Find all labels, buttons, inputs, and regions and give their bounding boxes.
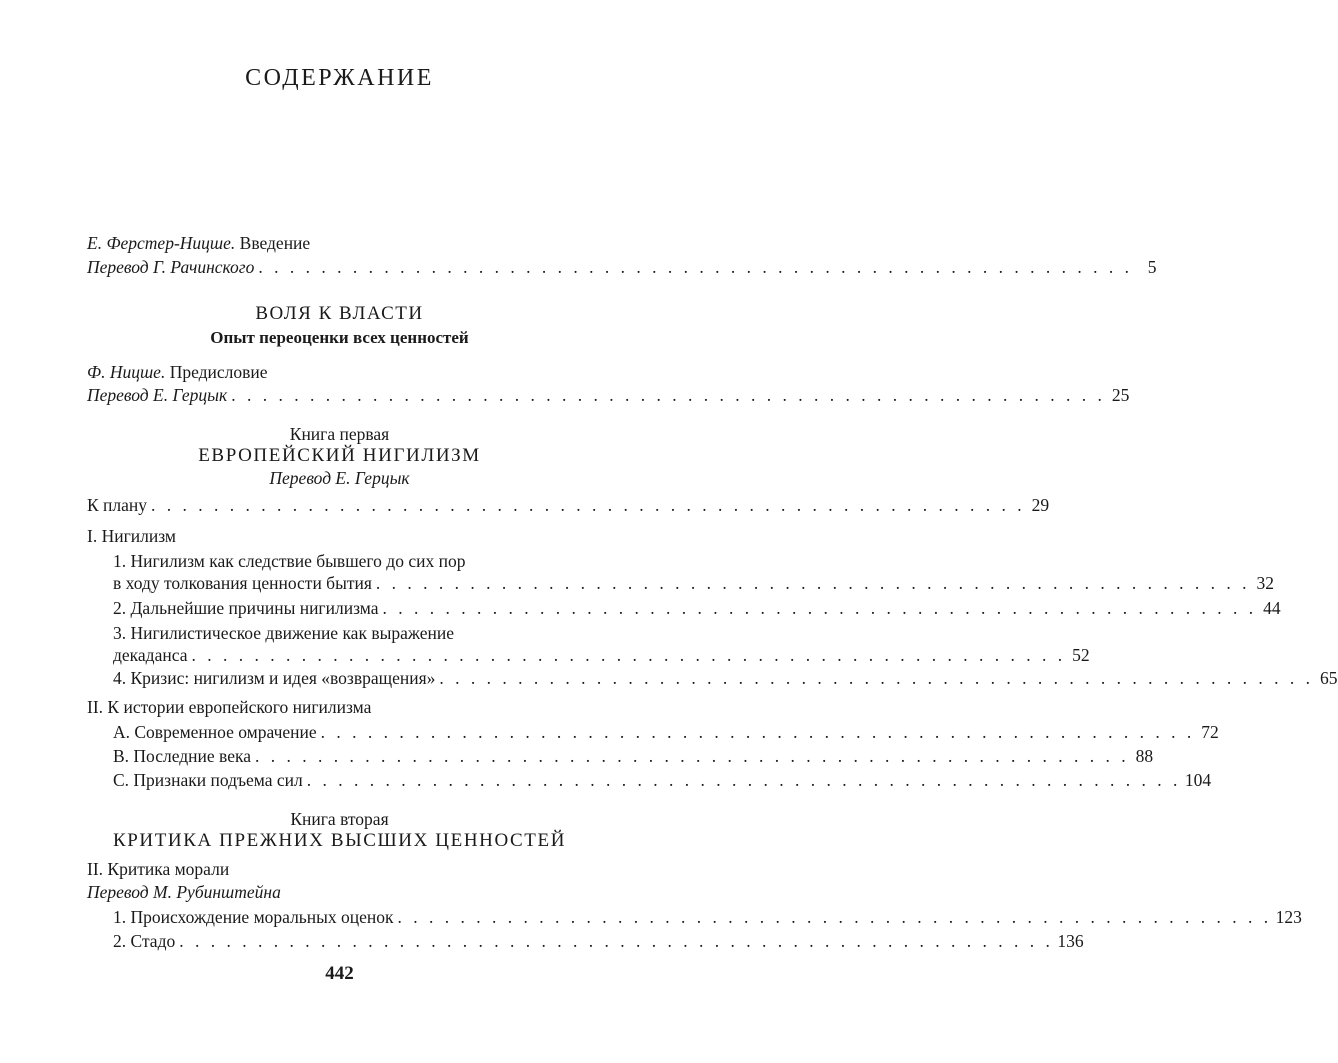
intro-page-number: 5 xyxy=(1147,257,1157,277)
part1-item4-page: 65 xyxy=(1320,668,1338,688)
dot-leader: . . . . . . . . . . . . . . . . . . . . . . . . . . . . . . . . . . . . . . . . . . . . . . . . . . . . . . . . xyxy=(320,722,1195,742)
book2-item1-page: 123 xyxy=(1275,907,1302,927)
part2-itemB-label: В. Последние века xyxy=(113,746,251,766)
page-number-folio: 442 xyxy=(325,963,354,984)
plan-page-number: 29 xyxy=(1031,495,1050,515)
book2-item2-page: 136 xyxy=(1057,931,1084,951)
toc-row-part2-itemA xyxy=(113,721,1219,743)
intro-translator: Перевод Г. Рачинского xyxy=(87,257,255,277)
dot-leader: . . . . . . . . . . . . . . . . . . . . . . . . . . . . . . . . . . . . . . . . . . . . . . . . . . . . . . . . xyxy=(306,770,1181,790)
part2-itemC-label: С. Признаки подъема сил xyxy=(113,770,303,790)
toc-row-book2-item1 xyxy=(113,906,1302,928)
dot-leader: . . . . . . . . . . . . . . . . . . . . . . . . . . . . . . . . . . . . . . . . . . . . . . . . . . . . . . . . xyxy=(382,598,1257,618)
preface-translator: Перевод Е. Герцык xyxy=(87,385,228,405)
toc-row-plan xyxy=(87,494,1050,516)
part2-title: II. К истории европейского нигилизма xyxy=(87,697,372,717)
dot-leader: . . . . . . . . . . . . . . . . . . . . . . . . . . . . . . . . . . . . . . . . . . . . . . . . . . . . . . . . xyxy=(179,931,1054,951)
intro-entry xyxy=(87,232,310,254)
main-section-title: ВОЛЯ К ВЛАСТИ xyxy=(255,303,424,324)
preface-translator-row xyxy=(87,384,1130,406)
part1-item1-line2: в ходу толкования ценности бытия xyxy=(113,573,372,593)
book2-part2-title: II. Критика морали xyxy=(87,859,230,879)
toc-row-part1-item4 xyxy=(113,667,1338,689)
part1-item2-page: 44 xyxy=(1263,598,1281,618)
intro-author: Е. Ферстер-Ницше. xyxy=(87,233,236,253)
book1-translator: Перевод Е. Герцык xyxy=(269,468,410,488)
toc-row-part1-item1 xyxy=(113,572,1275,594)
part1-title: I. Нигилизм xyxy=(87,526,176,546)
plan-label: К плану xyxy=(87,495,148,515)
dot-leader: . . . . . . . . . . . . . . . . . . . . . . . . . . . . . . . . . . . . . . . . . . . . . . . . . . . . . . . . xyxy=(255,746,1130,766)
dot-leader: . . . . . . . . . . . . . . . . . . . . . . . . . . . . . . . . . . . . . . . . . . . . . . . . . . . . . . . . xyxy=(375,573,1251,593)
dot-leader: . . . . . . . . . . . . . . . . . . . . . . . . . . . . . . . . . . . . . . . . . . . . . . . . . . . . . . . . xyxy=(439,668,1314,688)
toc-row-part1-item3 xyxy=(113,644,1090,666)
part2-itemB-page: 88 xyxy=(1135,746,1154,766)
toc-row-part1-item2 xyxy=(113,597,1281,619)
preface-entry xyxy=(87,361,268,383)
book2-label: Книга вторая xyxy=(290,809,389,829)
preface-author: Ф. Ницше. xyxy=(87,362,166,382)
dot-leader: . . . . . . . . . . . . . . . . . . . . . . . . . . . . . . . . . . . . . . . . . . . . . . . . . . . . . . . . xyxy=(151,495,1026,515)
book2-item1-label: 1. Происхождение моральных оценок xyxy=(113,907,394,927)
toc-row-book2-item2 xyxy=(113,930,1084,952)
part2-itemA-label: А. Современное омрачение xyxy=(113,722,317,742)
part1-item2-label: 2. Дальнейшие причины нигилизма xyxy=(113,598,379,618)
dot-leader: . . . . . . . . . . . . . . . . . . . . . . . . . . . . . . . . . . . . . . . . . . . . . . . . . . . . . . . . xyxy=(231,385,1106,405)
dot-leader: . . . . . . . . . . . . . . . . . . . . . . . . . . . . . . . . . . . . . . . . . . . . . . . . . . . . . . . . xyxy=(258,257,1133,277)
book2-part2-translator: Перевод М. Рубинштейна xyxy=(87,882,281,902)
part1-item1-line1: 1. Нигилизм как следствие бывшего до сих пор xyxy=(113,551,466,571)
part2-itemA-page: 72 xyxy=(1201,722,1219,742)
part2-itemC-page: 104 xyxy=(1184,770,1212,790)
dot-leader: . . . . . . . . . . . . . . . . . . . . . . . . . . . . . . . . . . . . . . . . . . . . . . . . . . . . . . . . xyxy=(397,907,1272,927)
preface-title: Предисловие xyxy=(169,362,268,382)
dot-leader: . . . . . . . . . . . . . . . . . . . . . . . . . . . . . . . . . . . . . . . . . . . . . . . . . . . . . . . . xyxy=(191,645,1066,665)
book1-title: ЕВРОПЕЙСКИЙ НИГИЛИЗМ xyxy=(198,445,481,466)
intro-translator-row xyxy=(87,256,1157,278)
part1-item3-line1: 3. Нигилистическое движение как выражение xyxy=(113,623,454,643)
book2-title: КРИТИКА ПРЕЖНИХ ВЫСШИХ ЦЕННОСТЕЙ xyxy=(112,830,567,851)
book1-label: Книга первая xyxy=(289,424,390,444)
part1-item3-page: 52 xyxy=(1072,645,1090,665)
toc-row-part2-itemC xyxy=(113,769,1212,791)
part1-item4-label: 4. Кризис: нигилизм и идея «возвращения» xyxy=(113,668,436,688)
toc-row-part2-itemB xyxy=(113,745,1154,767)
book2-item2-label: 2. Стадо xyxy=(113,931,176,951)
intro-title: Введение xyxy=(239,233,311,253)
page-title: СОДЕРЖАНИЕ xyxy=(245,65,434,91)
part1-item3-line2: декаданса xyxy=(113,645,188,665)
preface-page-number: 25 xyxy=(1111,385,1130,405)
part1-item1-page: 32 xyxy=(1256,573,1275,593)
main-section-subtitle: Опыт переоценки всех ценностей xyxy=(210,328,469,347)
